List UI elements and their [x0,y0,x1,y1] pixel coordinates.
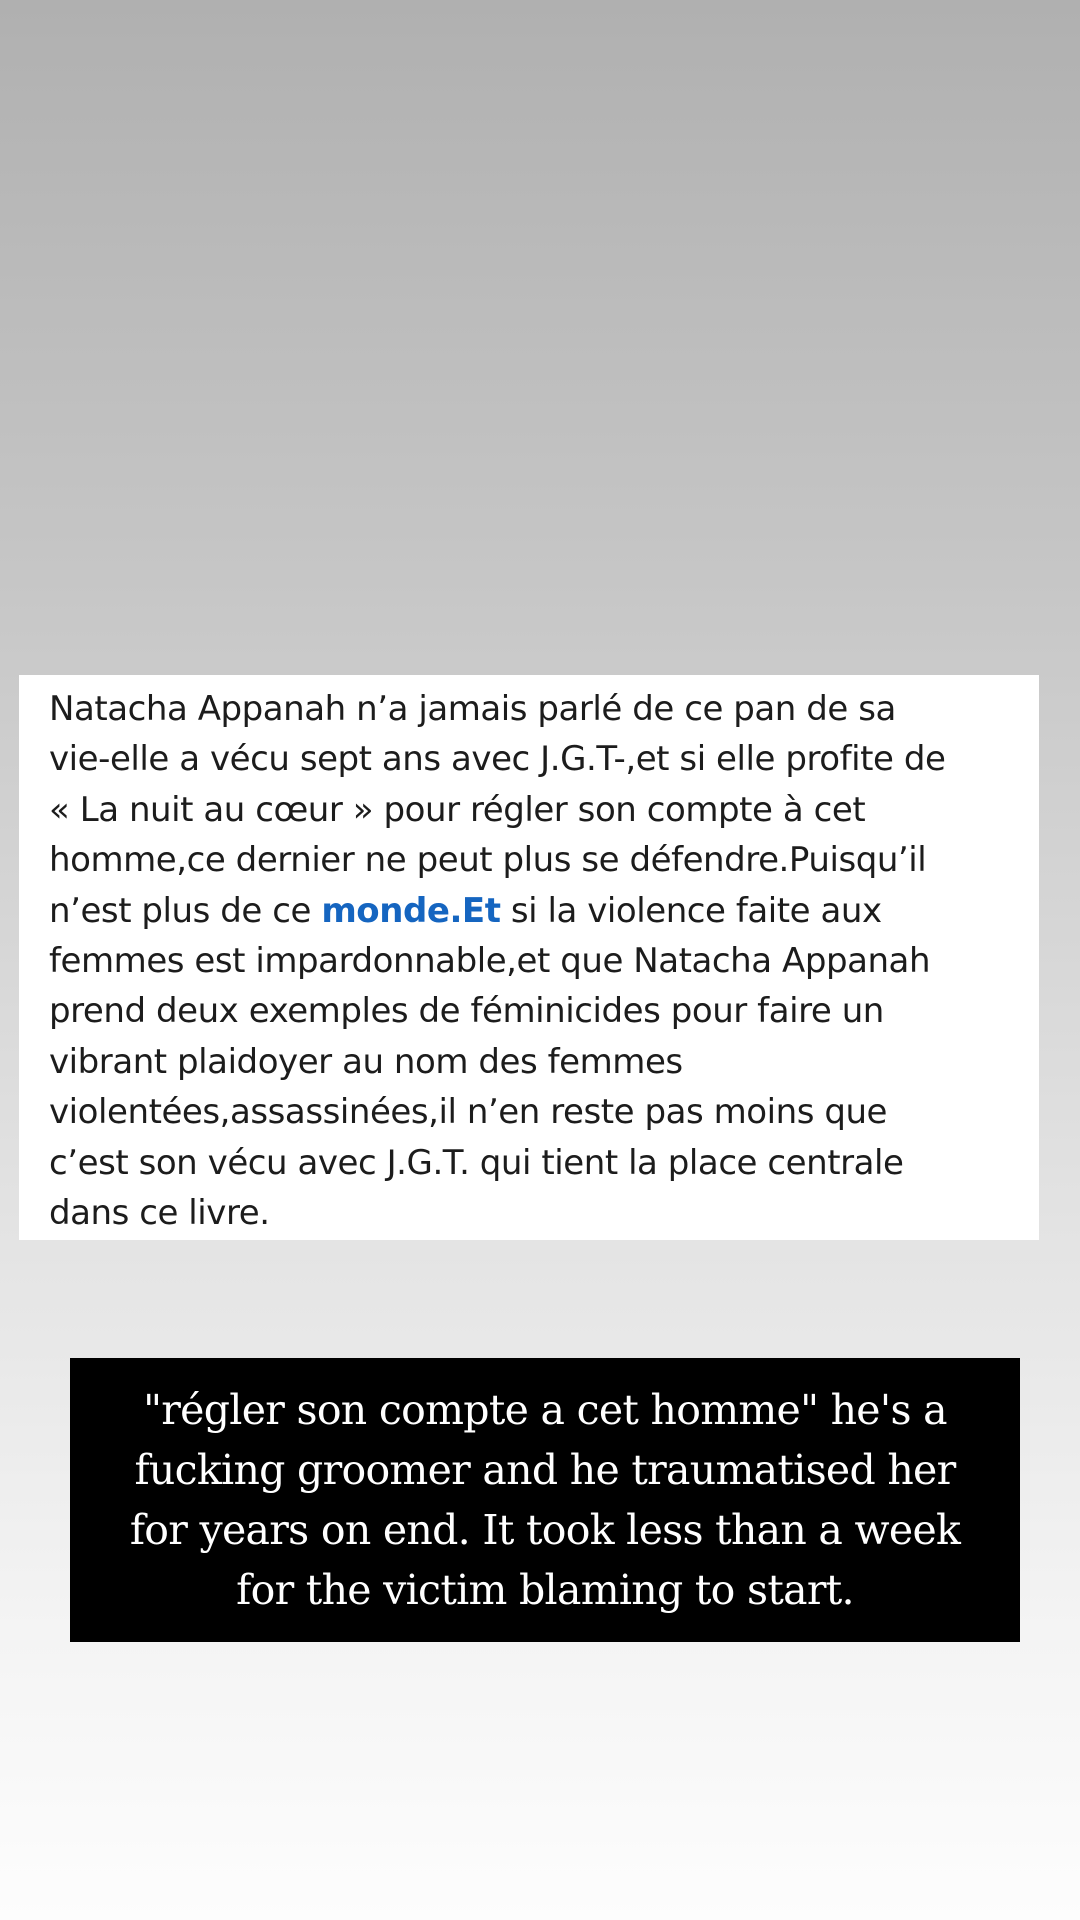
article-text-line: prend deux exemples de féminicides pour faire un [49,991,884,1032]
caption-line: for the victim blaming to start. [236,1566,854,1614]
article-text-line: vibrant plaidoyer au nom des femmes [49,1041,683,1082]
caption-line: for years on end. It took less than a week [129,1506,961,1554]
caption-text [130,1380,960,1620]
article-text-line: dans ce livre. [49,1193,270,1234]
article-text-line: vie-elle a vécu sept ans avec J.G.T-,et si elle profite de [49,739,946,780]
article-link[interactable]: monde.Et [321,890,501,931]
article-text-line: « La nuit au cœur » pour régler son compte à cet [49,789,866,830]
caption-line: fucking groomer and he traumatised her [134,1446,956,1494]
article-text-segment: n’est plus de ce [49,890,322,931]
article-text-line-with-link [49,886,1009,936]
story-caption [70,1358,1020,1642]
quoted-article-screenshot [19,675,1039,1240]
article-text-line: homme,ce dernier ne peut plus se défendre.Puisqu’il [49,840,927,881]
article-text-line: Natacha Appanah n’a jamais parlé de ce pan de sa [49,689,896,729]
article-text-line: c’est son vécu avec J.G.T. qui tient la place centrale [49,1142,904,1183]
caption-line: "régler son compte a cet homme" he's a [143,1386,947,1434]
article-text-line: femmes est impardonnable,et que Natacha Appanah [49,941,931,982]
article-text-segment: si la violence faite aux [500,890,882,931]
article-text-line: violentées,assassinées,il n’en reste pas moins que [49,1092,888,1133]
